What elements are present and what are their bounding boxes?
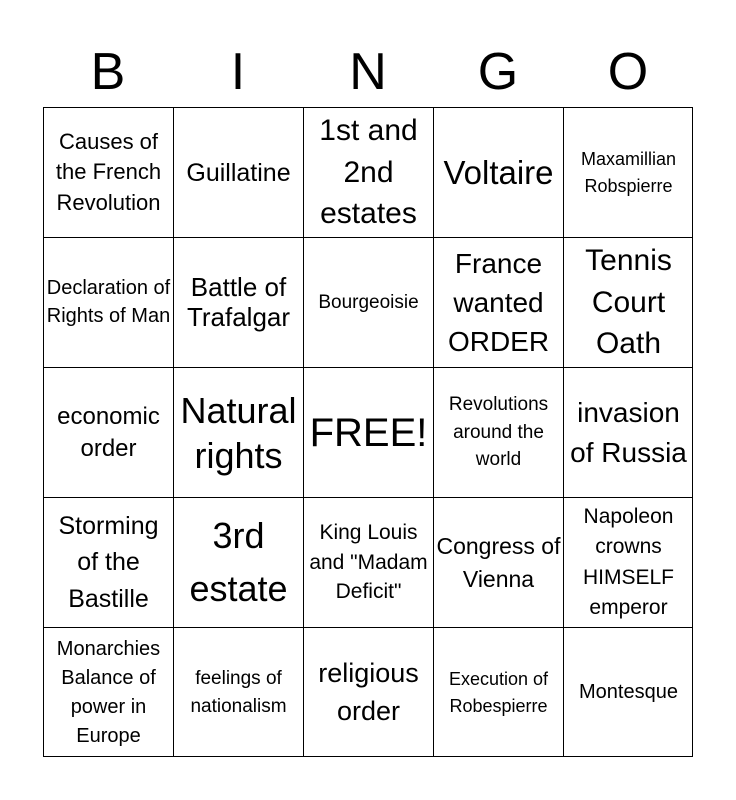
bingo-cell-r1-c4[interactable] <box>433 107 563 237</box>
cell-label: Battle of Trafalgar <box>186 271 291 332</box>
bingo-cell-r4-c2[interactable] <box>173 497 303 627</box>
bingo-cell-r5-c1[interactable] <box>43 627 173 757</box>
bingo-cell-r5-c5[interactable] <box>563 627 693 757</box>
bingo-cell-r3-c5[interactable] <box>563 367 693 497</box>
bingo-cell-r1-c3[interactable] <box>303 107 433 237</box>
cell-label: Causes of the French Revolution <box>55 128 162 215</box>
bingo-cell-r1-c5[interactable] <box>563 107 693 237</box>
cell-label: Maxamillian Robspierre <box>580 148 677 196</box>
cell-label: 3rd estate <box>189 515 288 609</box>
cell-label: feelings of nationalism <box>190 667 287 717</box>
bingo-cell-r3-c3[interactable] <box>303 367 433 497</box>
cell-label: Montesque <box>579 680 678 703</box>
header-letter-b: B <box>90 43 126 101</box>
bingo-cell-r4-c1[interactable] <box>43 497 173 627</box>
bingo-cell-r2-c2[interactable] <box>173 237 303 367</box>
cell-label: religious order <box>318 657 419 726</box>
cell-label: Storming of the Bastille <box>58 512 159 613</box>
bingo-cell-r2-c3[interactable] <box>303 237 433 367</box>
bingo-cell-r3-c4[interactable] <box>433 367 563 497</box>
header-letter-n: N <box>349 43 387 101</box>
cell-label: economic order <box>57 402 160 462</box>
bingo-cell-r2-c1[interactable] <box>43 237 173 367</box>
bingo-cell-r5-c2[interactable] <box>173 627 303 757</box>
cell-label: Tennis Court Oath <box>585 244 672 361</box>
cell-label: Congress of Vienna <box>436 533 561 592</box>
cell-label: invasion of Russia <box>570 397 687 468</box>
header-letter-g: G <box>477 43 519 101</box>
cell-label: Napoleon crowns HIMSELF emperor <box>582 504 674 619</box>
header-letter-i: I <box>230 43 246 101</box>
bingo-cell-r3-c1[interactable] <box>43 367 173 497</box>
cell-label: Declaration of Rights of Man <box>46 276 171 327</box>
bingo-cell-r2-c4[interactable] <box>433 237 563 367</box>
cell-label: Monarchies Balance of power in Europe <box>56 637 161 747</box>
bingo-board <box>43 107 693 757</box>
cell-label: Execution of Robespierre <box>448 668 549 716</box>
bingo-cell-r3-c2[interactable] <box>173 367 303 497</box>
cell-label: Guillatine <box>186 158 291 187</box>
bingo-cell-r5-c3[interactable] <box>303 627 433 757</box>
header-letter-o: O <box>607 43 649 101</box>
bingo-cell-r5-c4[interactable] <box>433 627 563 757</box>
cell-label: France wanted ORDER <box>447 247 550 358</box>
bingo-cell-r4-c5[interactable] <box>563 497 693 627</box>
bingo-cell-r4-c4[interactable] <box>433 497 563 627</box>
cell-label: 1st and 2nd estates <box>319 114 418 231</box>
bingo-cell-r1-c2[interactable] <box>173 107 303 237</box>
cell-label: Revolutions around the world <box>448 394 549 471</box>
bingo-cell-r2-c5[interactable] <box>563 237 693 367</box>
cell-label: Natural rights <box>180 389 297 476</box>
bingo-cell-r4-c3[interactable] <box>303 497 433 627</box>
cell-label: Bourgeoisie <box>318 291 419 313</box>
cell-label: Voltaire <box>443 153 554 191</box>
bingo-header <box>43 36 693 108</box>
cell-label: FREE! <box>309 410 428 455</box>
bingo-cell-r1-c1[interactable] <box>43 107 173 237</box>
cell-label: King Louis and "Madam Deficit" <box>309 520 428 604</box>
